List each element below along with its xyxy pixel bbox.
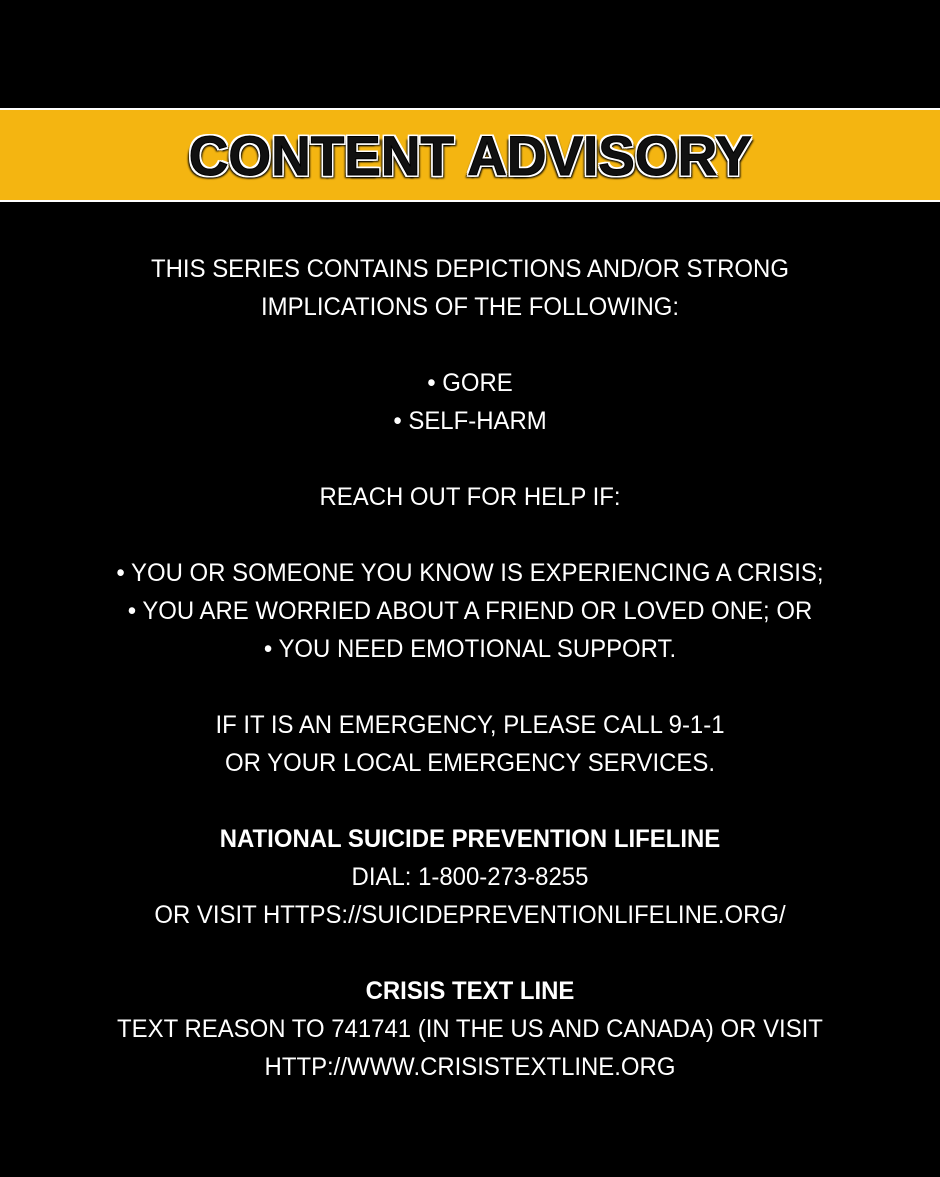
lifeline-visit-link[interactable]: OR VISIT HTTPS://SUICIDEPREVENTIONLIFELINE.ORG/ [154,901,786,929]
lifeline-name: NATIONAL SUICIDE PREVENTION LIFELINE [219,825,721,853]
spacer [0,934,940,972]
intro-line-2: IMPLICATIONS OF THE FOLLOWING: [260,293,680,321]
topic-item-self-harm: • SELF-HARM [393,407,547,435]
textline-name: CRISIS TEXT LINE [365,977,575,1005]
spacer [0,516,940,554]
emergency-line-1: IF IT IS AN EMERGENCY, PLEASE CALL 9-1-1 [215,711,725,739]
banner-title: CONTENT ADVISORY [188,123,752,187]
spacer [0,668,940,706]
spacer [0,440,940,478]
textline-instructions: TEXT REASON TO 741741 (IN THE US AND CANADA) OR VISIT [117,1015,823,1043]
lifeline-dial: DIAL: 1-800-273-8255 [351,863,589,891]
topic-item-gore: • GORE [427,369,513,397]
help-reason-item: • YOU NEED EMOTIONAL SUPPORT. [263,635,677,663]
emergency-line-2: OR YOUR LOCAL EMERGENCY SERVICES. [225,749,715,777]
help-reason-item: • YOU OR SOMEONE YOU KNOW IS EXPERIENCING A CRISIS; [116,559,824,587]
spacer [0,326,940,364]
help-reason-item: • YOU ARE WORRIED ABOUT A FRIEND OR LOVED ONE; OR [127,597,813,625]
textline-link[interactable]: HTTP://WWW.CRISISTEXTLINE.ORG [264,1053,676,1081]
intro-line-1: THIS SERIES CONTAINS DEPICTIONS AND/OR STRONG [151,255,789,283]
advisory-body [0,250,940,1086]
help-heading: REACH OUT FOR HELP IF: [319,483,621,511]
spacer [0,782,940,820]
advisory-banner [0,108,940,202]
